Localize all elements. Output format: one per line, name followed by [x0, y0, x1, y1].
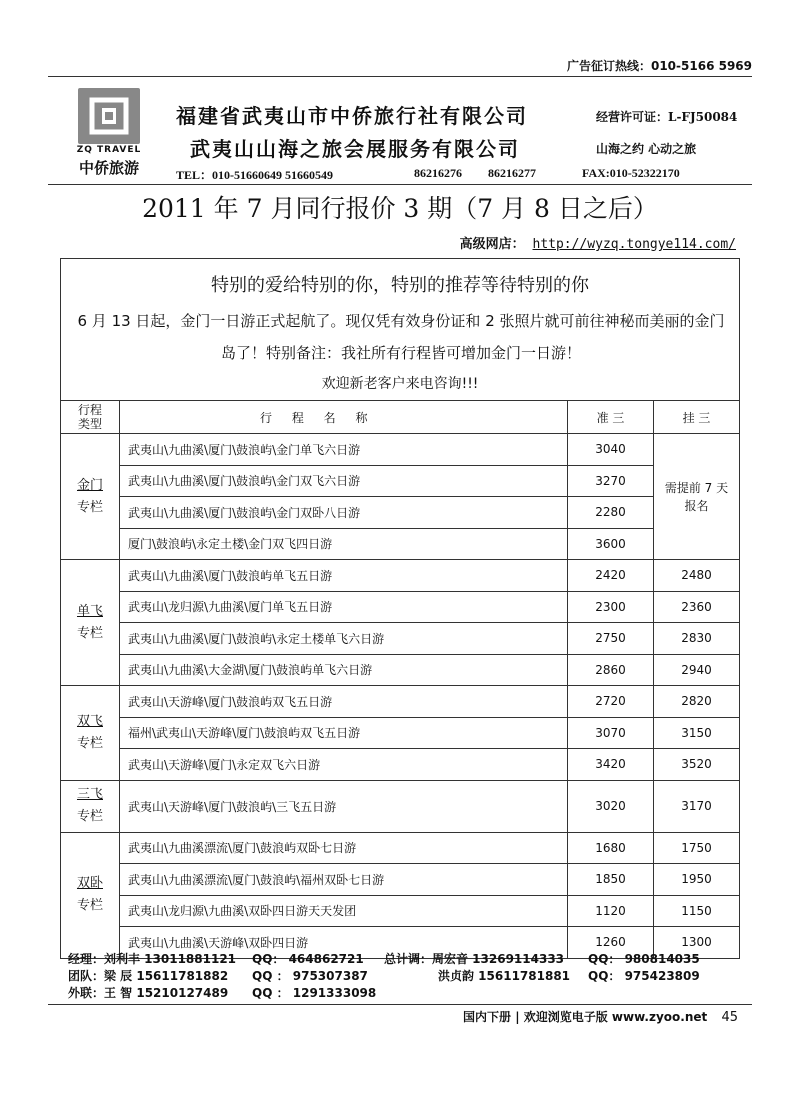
website-label: 高级网店：: [459, 237, 525, 252]
tel-number-3: 86216277: [488, 166, 536, 180]
gua-price: 1150: [654, 895, 740, 927]
zhun-price: 2750: [568, 623, 654, 655]
hong-contact: 洪贞韵 15611781881: [438, 969, 571, 983]
table-row: [61, 465, 740, 497]
fax-number: FAX:010-52322170: [582, 166, 680, 180]
zhun-price: 3040: [568, 434, 654, 466]
contact-row: [68, 967, 748, 983]
team-contact: 团队：梁 辰 15611781882: [68, 969, 229, 983]
hong-qq: QQ： 975423809: [588, 969, 700, 983]
zhun-price: 3600: [568, 528, 654, 560]
route-name: 厦门\鼓浪屿\永定土楼\金门双飞四日游: [120, 528, 568, 560]
zhun-price: 1260: [568, 927, 654, 959]
page-footer: [463, 1008, 738, 1025]
table-row: [61, 591, 740, 623]
route-name: 武夷山\龙归源\九曲溪\厦门单飞五日游: [120, 591, 568, 623]
price-table: [60, 400, 740, 959]
page-title: 2011 年 7 月同行报价 3 期（7 月 8 日之后）: [142, 194, 658, 223]
table-row: [61, 780, 740, 832]
zhun-price: 3070: [568, 717, 654, 749]
header-zhun: 准 三: [568, 401, 654, 434]
logo-english-text: ZQ TRAVEL: [76, 145, 142, 155]
route-name: 武夷山\九曲溪\天游峰\双卧四日游: [120, 927, 568, 959]
tel-numbers: TEL：010-51660649 51660549: [176, 168, 334, 182]
gua-price: 2820: [654, 686, 740, 718]
tel-number-2: 86216276: [414, 166, 462, 180]
company-slogan: 山海之约 心动之旅: [596, 142, 697, 156]
company-name-primary: 福建省武夷山市中侨旅行社有限公司: [176, 104, 528, 128]
group-type-cell: 双飞 专栏: [61, 686, 120, 781]
group-type-cell: 金门 专栏: [61, 434, 120, 560]
zhun-price: 3020: [568, 780, 654, 832]
ad-hotline: 广告征订热线：010-5166 5969: [566, 59, 752, 73]
zhun-price: 2300: [568, 591, 654, 623]
route-name: 武夷山\九曲溪\厦门\鼓浪屿\永定土楼单飞六日游: [120, 623, 568, 655]
chief-contact: 总计调：周宏音 13269114333: [384, 952, 565, 966]
contact-row: [68, 950, 748, 966]
route-name: 武夷山\九曲溪\大金湖\厦门\鼓浪屿单飞六日游: [120, 654, 568, 686]
table-row: [61, 497, 740, 529]
table-row: [61, 654, 740, 686]
table-row: [61, 749, 740, 781]
table-row: [61, 717, 740, 749]
gua-price: 2830: [654, 623, 740, 655]
table-row: [61, 832, 740, 864]
group-type-cell: 三飞 专栏: [61, 780, 120, 832]
route-name: 武夷山\龙归源\九曲溪\双卧四日游天天发团: [120, 895, 568, 927]
header-type: 行程 类型: [61, 401, 120, 434]
website-line: [460, 233, 736, 252]
zhun-price: 1120: [568, 895, 654, 927]
company-logo: [72, 88, 146, 178]
gua-price: 2480: [654, 560, 740, 592]
route-name: 武夷山\九曲溪\厦门\鼓浪屿\金门双飞六日游: [120, 465, 568, 497]
team-qq: QQ ： 975307387: [252, 969, 368, 983]
license-number: 经营许可证：L-FJ50084: [596, 110, 738, 124]
promo-headline: 特别的爱给特别的你，特别的推荐等待特别的你: [211, 275, 589, 296]
table-row: [61, 623, 740, 655]
route-name: 武夷山\天游峰\厦门\永定双飞六日游: [120, 749, 568, 781]
route-name: 武夷山\天游峰\厦门\鼓浪屿\三飞五日游: [120, 780, 568, 832]
gua-price: 3520: [654, 749, 740, 781]
promo-box: [60, 258, 740, 400]
gua-price: 1950: [654, 864, 740, 896]
gua-price: 2940: [654, 654, 740, 686]
chief-qq: QQ： 980814035: [588, 952, 700, 966]
header-gua: 挂 三: [654, 401, 740, 434]
top-divider: [48, 76, 752, 77]
gua-price: 2360: [654, 591, 740, 623]
group-type-cell: 双卧 专栏: [61, 832, 120, 958]
group-type-cell: 单飞 专栏: [61, 560, 120, 686]
route-name: 武夷山\天游峰\厦门\鼓浪屿双飞五日游: [120, 686, 568, 718]
external-qq: QQ ： 1291333098: [252, 986, 377, 1000]
table-row: [61, 895, 740, 927]
contact-row: [68, 984, 748, 1000]
website-link[interactable]: http://wyzq.tongye114.com/: [532, 237, 736, 252]
route-name: 武夷山\九曲溪\厦门\鼓浪屿单飞五日游: [120, 560, 568, 592]
manager-contact: 经理：刘利丰 13011881121: [68, 952, 237, 966]
promo-welcome: 欢迎新老客户来电咨询!!!: [321, 376, 479, 392]
zhun-price: 2420: [568, 560, 654, 592]
route-name: 武夷山\九曲溪漂流\厦门\鼓浪屿\福州双卧七日游: [120, 864, 568, 896]
route-name: 武夷山\九曲溪\厦门\鼓浪屿\金门单飞六日游: [120, 434, 568, 466]
footer-divider: [48, 1004, 752, 1005]
page-number: 45: [721, 1010, 738, 1025]
external-contact: 外联：王 智 15210127489: [68, 986, 229, 1000]
footer-text: 国内下册 | 欢迎浏览电子版 www.zyoo.net: [463, 1010, 708, 1024]
route-name: 武夷山\九曲溪\厦门\鼓浪屿\金门双卧八日游: [120, 497, 568, 529]
header-divider: [48, 184, 752, 185]
zhun-price: 3270: [568, 465, 654, 497]
promo-body: 6 月 13 日起，金门一日游正式起航了。现仅凭有效身份证和 2 张照片就可前往神秘而美丽的金门岛了！特别备注：我社所有行程皆可增加金门一日游！: [77, 312, 725, 362]
zhun-price: 3420: [568, 749, 654, 781]
zhun-price: 2860: [568, 654, 654, 686]
route-name: 武夷山\九曲溪漂流\厦门\鼓浪屿双卧七日游: [120, 832, 568, 864]
gua-note: 需提前 7 天报名: [654, 434, 740, 560]
table-row: [61, 560, 740, 592]
manager-qq: QQ： 464862721: [252, 952, 364, 966]
table-row: [61, 528, 740, 560]
gua-price: 3150: [654, 717, 740, 749]
zq-logo-icon: [78, 88, 140, 144]
table-row: [61, 434, 740, 466]
zhun-price: 2280: [568, 497, 654, 529]
gua-price: 1300: [654, 927, 740, 959]
gua-price: 1750: [654, 832, 740, 864]
table-row: [61, 686, 740, 718]
zhun-price: 1850: [568, 864, 654, 896]
table-header-row: [61, 401, 740, 434]
logo-chinese-text: 中侨旅游: [78, 159, 139, 177]
header-route-name: 行 程 名 称: [120, 401, 568, 434]
zhun-price: 2720: [568, 686, 654, 718]
zhun-price: 1680: [568, 832, 654, 864]
table-row: [61, 864, 740, 896]
company-name-secondary: 武夷山山海之旅会展服务有限公司: [190, 137, 520, 161]
gua-price: 3170: [654, 780, 740, 832]
route-name: 福州\武夷山\天游峰\厦门\鼓浪屿双飞五日游: [120, 717, 568, 749]
